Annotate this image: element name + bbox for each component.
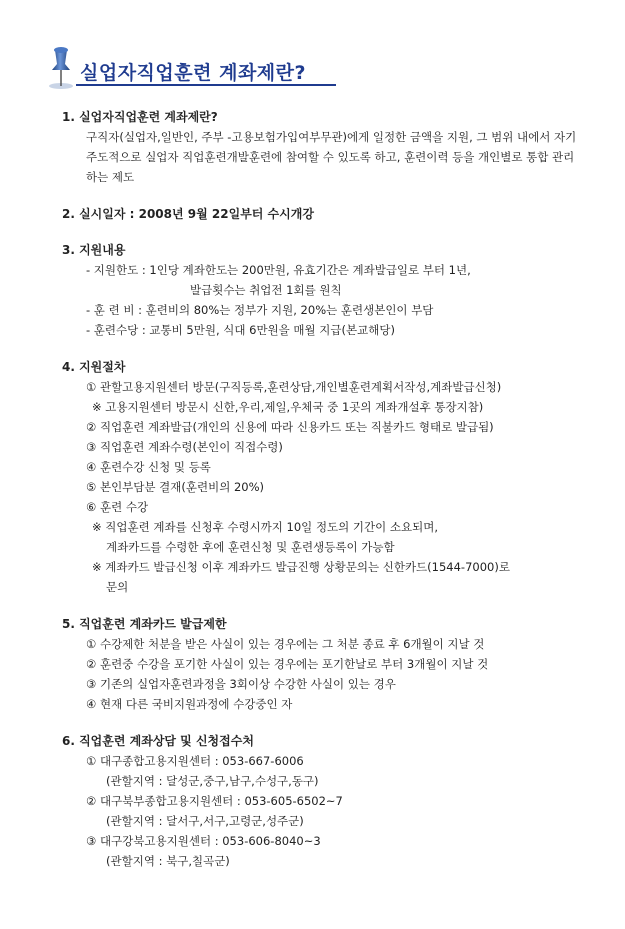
list-item: ② 훈련중 수강을 포기한 사실이 있는 경우에는 포기한날로 부터 3개월이 지날 것 (86, 657, 489, 671)
list-item: - 훈 련 비 : 훈련비의 80%는 정부가 지원, 20%는 훈련생본인이 부담 (86, 303, 434, 317)
note-continuation: 문의 (106, 580, 129, 594)
document-header (46, 44, 586, 92)
list-item: ⑥ 훈련 수강 (86, 500, 149, 514)
section-heading: 1. 실업자직업훈련 계좌제란? (62, 110, 218, 124)
section-4 (62, 358, 582, 597)
list-item: ② 대구북부종합고용지원센터 : 053-605-6502~7 (86, 794, 343, 808)
jurisdiction-note: (관할지역 : 북구,칠곡군) (106, 854, 230, 868)
list-item: ③ 대구강북고용지원센터 : 053-606-8040~3 (86, 834, 321, 848)
note-item: ※ 고용지원센터 방문시 신한,우리,제일,우체국 중 1곳의 계좌개설후 통장지참) (92, 400, 484, 414)
section-paragraph: 구직자(실업자,일반인, 주부 -고용보험가입여부무관)에게 일정한 금액을 지원, 그 범위 내에서 자기주도적으로 실업자 직업훈련개발훈련에 참여할 수 있도록 하고, 훈련이력 등을 개인별로 통합 관리하는 제도 (86, 130, 577, 184)
section-heading: 5. 직업훈련 계좌카드 발급제한 (62, 617, 227, 631)
section-heading: 6. 직업훈련 계좌상담 및 신청접수처 (62, 734, 254, 748)
section-5 (62, 615, 582, 714)
section-6 (62, 732, 582, 871)
pushpin-icon (46, 44, 76, 90)
section-1 (62, 108, 582, 187)
list-item: ① 대구종합고용지원센터 : 053-667-6006 (86, 754, 304, 768)
section-heading: 2. 실시일자 : 2008년 9월 22일부터 수시개강 (62, 207, 314, 221)
list-item: ④ 훈련수강 신청 및 등록 (86, 460, 211, 474)
page-title: 실업자직업훈련 계좌제란? (80, 62, 307, 84)
list-item-continuation: 발급횟수는 취업전 1회를 원칙 (190, 283, 342, 297)
title-underline (76, 84, 336, 86)
section-heading: 4. 지원절차 (62, 360, 126, 374)
note-continuation: 계좌카드를 수령한 후에 훈련신청 및 훈련생등록이 가능함 (106, 540, 395, 554)
note-item: ※ 계좌카드 발급신청 이후 계좌카드 발급진행 상황문의는 신한카드(1544-7000)로 (92, 560, 510, 574)
document-body (62, 108, 582, 889)
list-item: - 훈련수당 : 교통비 5만원, 식대 6만원을 매월 지급(본교해당) (86, 323, 395, 337)
list-item: ① 수강제한 처분을 받은 사실이 있는 경우에는 그 처분 종료 후 6개월이 지날 것 (86, 637, 485, 651)
list-item: ② 직업훈련 계좌발급(개인의 신용에 따라 신용카드 또는 직불카드 형태로 발급됨) (86, 420, 494, 434)
section-heading: 3. 지원내용 (62, 243, 126, 257)
list-item: ④ 현재 다른 국비지원과정에 수강중인 자 (86, 697, 293, 711)
section-2 (62, 205, 582, 223)
list-item: ⑤ 본인부담분 결재(훈련비의 20%) (86, 480, 265, 494)
list-item: ③ 기존의 실업자훈련과정을 3회이상 수강한 사실이 있는 경우 (86, 677, 396, 691)
jurisdiction-note: (관할지역 : 달성군,중구,남구,수성구,동구) (106, 774, 319, 788)
section-3 (62, 241, 582, 340)
list-item: - 지원한도 : 1인당 계좌한도는 200만원, 유효기간은 계좌발급일로 부터 1년, (86, 263, 471, 277)
jurisdiction-note: (관할지역 : 달서구,서구,고령군,성주군) (106, 814, 304, 828)
list-item: ③ 직업훈련 계좌수령(본인이 직접수령) (86, 440, 283, 454)
note-item: ※ 직업훈련 계좌를 신청후 수령시까지 10일 정도의 기간이 소요되며, (92, 520, 438, 534)
list-item: ① 관할고용지원센터 방문(구직등록,훈련상담,개인별훈련계획서작성,계좌발급신청) (86, 380, 502, 394)
